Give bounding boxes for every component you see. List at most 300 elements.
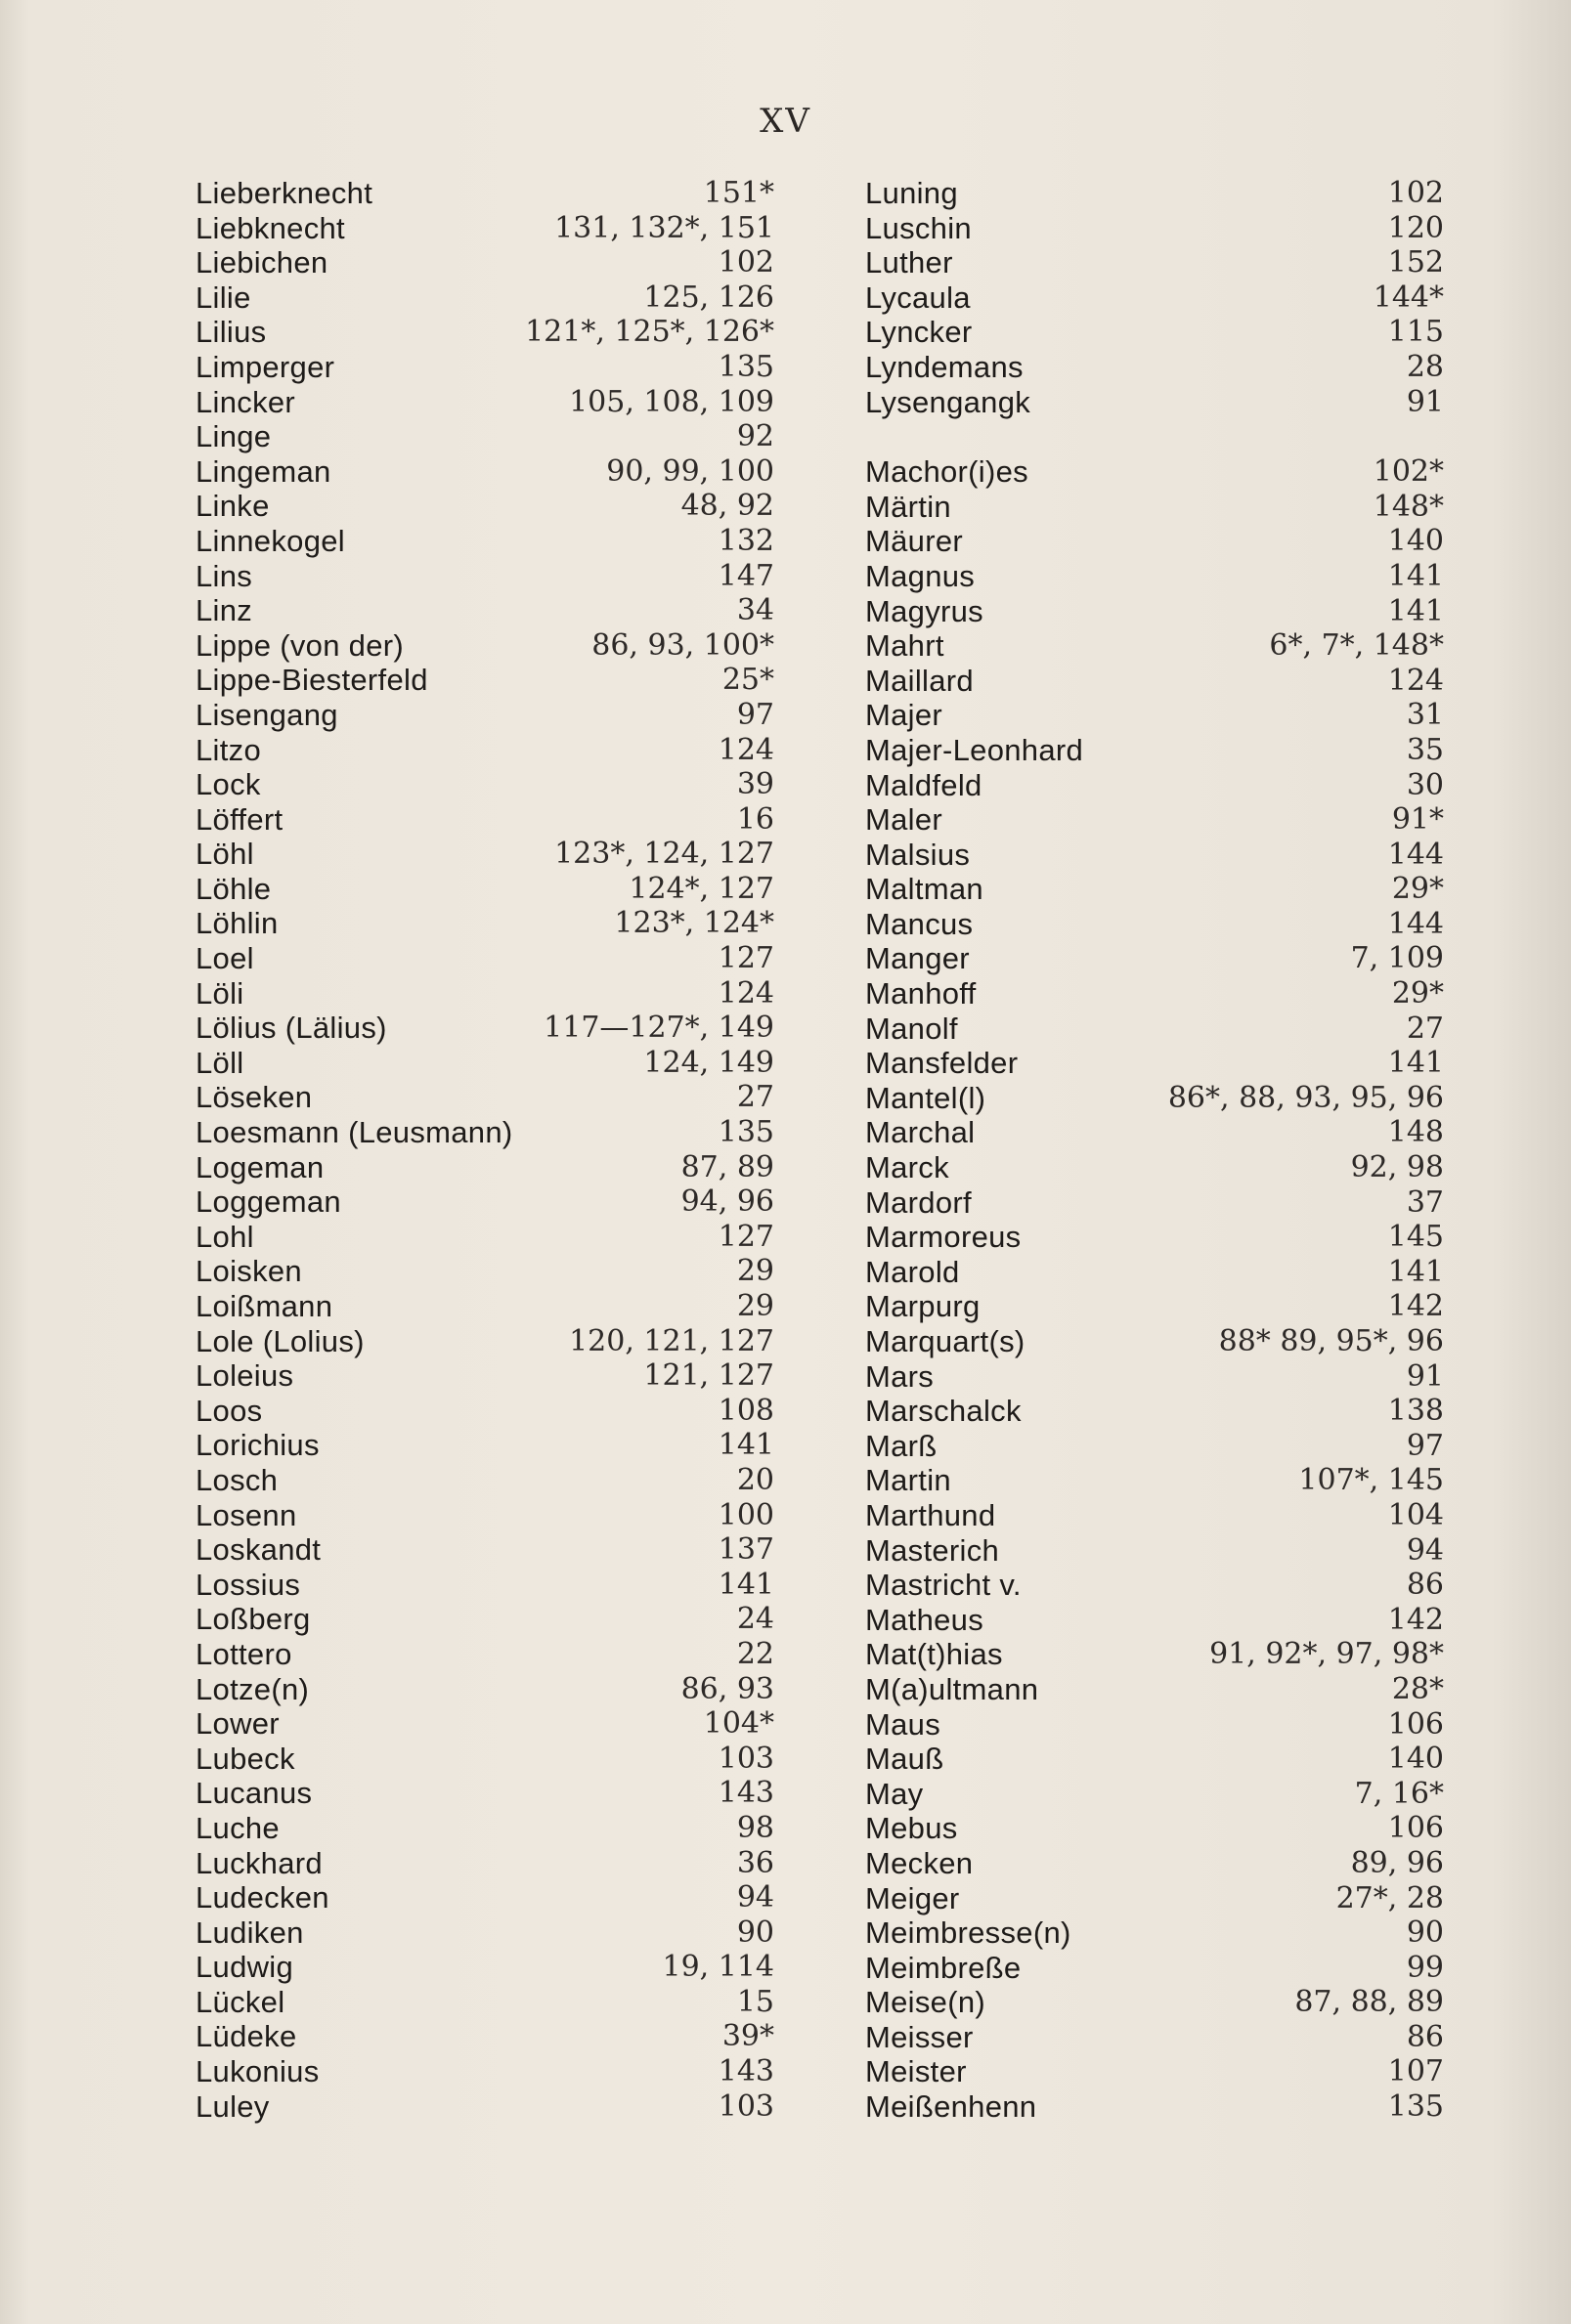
index-entry: [865, 594, 1444, 629]
entry-pages: 94, 96: [680, 1184, 774, 1220]
entry-pages: 144*: [1373, 280, 1444, 315]
entry-name: Ludwig: [196, 1950, 294, 1985]
index-entry: [865, 1081, 1444, 1116]
entry-name: Lower: [196, 1706, 280, 1742]
index-entry: [865, 1394, 1444, 1429]
entry-name: Marck: [865, 1150, 949, 1185]
entry-pages: 90: [1406, 1915, 1444, 1951]
entry-name: Lohl: [196, 1219, 254, 1254]
entry-name: Linke: [196, 489, 270, 524]
entry-name: Mahrt: [865, 628, 944, 664]
entry-pages: 91: [1406, 384, 1444, 419]
entry-name: Marquart(s): [865, 1324, 1026, 1358]
index-entry: [196, 1428, 774, 1463]
index-entry: [865, 733, 1444, 768]
entry-pages: 91: [1406, 1358, 1444, 1394]
entry-name: Mastricht v.: [865, 1568, 1022, 1603]
entry-pages: 89, 96: [1350, 1845, 1444, 1880]
entry-pages: 148*: [1373, 489, 1444, 524]
index-entry: [196, 802, 774, 838]
entry-pages: 107*, 145: [1298, 1463, 1444, 1498]
entry-pages: 16: [736, 801, 774, 837]
entry-name: Losch: [196, 1462, 279, 1497]
entry-pages: 132: [718, 523, 774, 558]
entry-name: Magyrus: [865, 593, 983, 628]
entry-name: Loel: [196, 941, 254, 976]
entry-name: Lorichius: [196, 1428, 320, 1463]
entry-name: Lysengangk: [865, 384, 1031, 419]
entry-pages: 106: [1387, 1706, 1444, 1742]
entry-name: Loskandt: [196, 1532, 322, 1568]
index-entry: [865, 1985, 1444, 2020]
entry-name: Löhl: [196, 837, 254, 872]
index-entry: [196, 1080, 774, 1115]
entry-pages: 28: [1406, 349, 1444, 384]
index-entry: [196, 2019, 774, 2054]
entry-pages: 151*: [703, 176, 774, 210]
index-entry: [865, 524, 1444, 559]
entry-pages: 105, 108, 109: [569, 384, 774, 419]
index-entry: [196, 176, 774, 211]
entry-name: Matheus: [865, 1602, 983, 1637]
index-entry: [865, 454, 1444, 490]
entry-pages: 100: [718, 1497, 774, 1532]
entry-name: Meister: [865, 2054, 967, 2089]
index-entry: [865, 872, 1444, 907]
entry-pages: 140: [1387, 1742, 1444, 1777]
entry-pages: 48, 92: [680, 489, 774, 524]
entry-name: Lotze(n): [196, 1671, 310, 1706]
entry-name: Masterich: [865, 1532, 1000, 1568]
entry-pages: 88* 89, 95*, 96: [1218, 1324, 1444, 1358]
index-entry: [196, 1568, 774, 1603]
entry-name: Luther: [865, 245, 953, 280]
index-entry: [865, 1846, 1444, 1881]
entry-pages: 141: [718, 1428, 774, 1463]
entry-pages: 102: [1387, 176, 1444, 210]
index-entry: [196, 245, 774, 280]
entry-name: May: [865, 1776, 924, 1811]
index-entry: [865, 1185, 1444, 1221]
entry-pages: 144: [1387, 837, 1444, 872]
index-entry: [196, 1637, 774, 1672]
entry-pages: 99: [1406, 1950, 1444, 1985]
entry-pages: 29: [736, 1254, 774, 1289]
entry-pages: 24: [736, 1602, 774, 1637]
index-entry: [865, 1463, 1444, 1498]
index-entry: [196, 1463, 774, 1498]
entry-pages: 36: [736, 1845, 774, 1880]
entry-name: Luschin: [865, 210, 972, 245]
index-entry: [865, 1220, 1444, 1255]
entry-name: Maler: [865, 802, 943, 838]
index-entry: [196, 628, 774, 664]
entry-name: Marchal: [865, 1115, 976, 1150]
index-entry: [865, 941, 1444, 976]
entry-pages: 141: [718, 1567, 774, 1602]
index-entry: [865, 1777, 1444, 1812]
entry-name: Luckhard: [196, 1845, 323, 1880]
entry-pages: 120, 121, 127: [569, 1323, 774, 1358]
entry-name: Loleius: [196, 1358, 294, 1394]
entry-pages: 86*, 88, 93, 95, 96: [1167, 1080, 1444, 1115]
index-entry: [865, 2020, 1444, 2055]
entry-name: Meißenhenn: [865, 2089, 1037, 2125]
index-entry: [196, 1254, 774, 1289]
entry-pages: 7, 109: [1350, 941, 1444, 976]
entry-name: Loißmann: [196, 1289, 333, 1323]
entry-pages: 102*: [1373, 454, 1444, 490]
index-entry: [196, 1150, 774, 1185]
entry-pages: 87, 88, 89: [1294, 1985, 1444, 2020]
index-entry: [196, 385, 774, 420]
index-entry: [865, 1115, 1444, 1150]
entry-pages: 142: [1387, 1289, 1444, 1324]
entry-pages: 7, 16*: [1354, 1776, 1444, 1811]
index-entry: [196, 1602, 774, 1637]
entry-name: Loesmann (Leusmann): [196, 1115, 513, 1150]
entry-name: Machor(i)es: [865, 454, 1028, 490]
entry-name: Losenn: [196, 1497, 297, 1532]
entry-name: Meiger: [865, 1880, 960, 1915]
entry-pages: 91, 92*, 97, 98*: [1209, 1637, 1444, 1672]
entry-name: Lüdeke: [196, 2019, 297, 2054]
entry-pages: 20: [736, 1462, 774, 1497]
entry-name: Luley: [196, 2088, 270, 2124]
entry-pages: 107: [1387, 2054, 1444, 2089]
index-entry: [196, 1672, 774, 1707]
entry-pages: 86, 93: [680, 1671, 774, 1706]
index-entry: [865, 2054, 1444, 2089]
entry-pages: 90, 99, 100: [606, 453, 774, 489]
entry-pages: 124: [718, 975, 774, 1011]
entry-pages: 39: [736, 767, 774, 802]
entry-pages: 29: [736, 1289, 774, 1323]
index-entry: [196, 1115, 774, 1150]
entry-name: Mat(t)hias: [865, 1637, 1003, 1672]
entry-pages: 121, 127: [643, 1358, 774, 1394]
index-entry: [196, 1184, 774, 1220]
entry-name: Löseken: [196, 1080, 313, 1115]
entry-name: Löli: [196, 975, 244, 1011]
entry-name: Lückel: [196, 1984, 285, 2019]
entry-name: Liebichen: [196, 245, 328, 280]
index-entry: [865, 1881, 1444, 1916]
entry-pages: 27: [1406, 1011, 1444, 1046]
entry-name: Marß: [865, 1428, 938, 1463]
entry-pages: 127: [718, 1219, 774, 1254]
entry-name: Mars: [865, 1358, 935, 1394]
entry-pages: 148: [1387, 1115, 1444, 1150]
entry-pages: 98: [736, 1810, 774, 1845]
entry-name: Lippe-Biesterfeld: [196, 663, 428, 698]
entry-name: Meimbresse(n): [865, 1915, 1071, 1951]
entry-name: Lisengang: [196, 697, 338, 732]
index-entry: [865, 1568, 1444, 1603]
entry-name: Mansfelder: [865, 1046, 1019, 1081]
entry-name: Lossius: [196, 1567, 301, 1602]
index-entry: [865, 1603, 1444, 1638]
index-entry: [196, 1358, 774, 1394]
entry-name: Löffert: [196, 801, 284, 837]
entry-pages: 120: [1387, 210, 1444, 245]
entry-name: Mebus: [865, 1811, 958, 1846]
index-entry: [196, 663, 774, 698]
entry-name: Loßberg: [196, 1602, 311, 1637]
entry-name: Linge: [196, 419, 272, 454]
entry-name: Meisser: [865, 2019, 974, 2054]
index-entry: [196, 2089, 774, 2125]
entry-pages: 131, 132*, 151: [554, 210, 774, 245]
index-entry: [865, 1533, 1444, 1569]
index-entry: [196, 976, 774, 1011]
entry-name: Martin: [865, 1463, 951, 1498]
entry-name: Lippe (von der): [196, 627, 405, 663]
entry-name: Löhlin: [196, 906, 279, 941]
index-entry: [865, 211, 1444, 246]
index-entry: [196, 1776, 774, 1811]
entry-pages: 28*: [1391, 1671, 1444, 1706]
index-entry: [865, 1637, 1444, 1672]
entry-pages: 30: [1406, 767, 1444, 802]
index-entry: [196, 1880, 774, 1915]
entry-pages: 143: [718, 1776, 774, 1811]
index-entry: [865, 1429, 1444, 1464]
entry-pages: 124: [718, 732, 774, 767]
entry-pages: 104*: [703, 1706, 774, 1742]
index-entry: [196, 419, 774, 454]
entry-pages: 135: [718, 1115, 774, 1150]
entry-name: Limperger: [196, 349, 335, 384]
entry-pages: 141: [1387, 1046, 1444, 1081]
entry-pages: 121*, 125*, 126*: [525, 315, 774, 350]
index-entry: [865, 490, 1444, 525]
entry-pages: 86, 93, 100*: [591, 627, 774, 663]
entry-name: Maltman: [865, 872, 983, 907]
index-column-right: [865, 176, 1444, 2125]
index-entry: [196, 1950, 774, 1985]
index-entry: [865, 907, 1444, 942]
index-entry: [196, 280, 774, 316]
index-entry: [196, 1915, 774, 1951]
entry-name: Lock: [196, 767, 261, 802]
entry-name: Maillard: [865, 663, 974, 698]
index-entry: [196, 1811, 774, 1846]
entry-pages: 91*: [1391, 802, 1444, 838]
index-entry: [196, 906, 774, 941]
index-entry: [865, 628, 1444, 664]
index-entry: [865, 245, 1444, 280]
entry-name: Lieberknecht: [196, 176, 373, 210]
entry-pages: 141: [1387, 1254, 1444, 1289]
entry-name: Mauß: [865, 1742, 944, 1777]
entry-name: Lins: [196, 558, 253, 593]
entry-pages: 94: [1406, 1532, 1444, 1568]
index-entry: [196, 1324, 774, 1359]
entry-pages: 92: [736, 419, 774, 454]
index-entry: [865, 1324, 1444, 1359]
entry-pages: 87, 89: [680, 1149, 774, 1184]
entry-pages: 27*, 28: [1335, 1880, 1444, 1915]
entry-pages: 135: [1387, 2089, 1444, 2125]
entry-name: Lilie: [196, 280, 251, 315]
entry-name: Lole (Lolius): [196, 1323, 365, 1358]
entry-pages: 115: [1387, 315, 1444, 350]
entry-name: Majer-Leonhard: [865, 732, 1084, 767]
entry-name: Lubeck: [196, 1741, 295, 1776]
entry-pages: 92, 98: [1350, 1150, 1444, 1185]
entry-pages: 90: [736, 1915, 774, 1950]
entry-pages: 37: [1406, 1184, 1444, 1220]
entry-name: Marpurg: [865, 1289, 981, 1324]
index-entry: [865, 664, 1444, 699]
entry-name: Meimbreße: [865, 1950, 1022, 1985]
index-entry: [196, 593, 774, 628]
entry-name: Lincker: [196, 384, 296, 419]
index-entry: [196, 1985, 774, 2020]
entry-pages: 22: [736, 1636, 774, 1671]
entry-name: Malsius: [865, 837, 971, 872]
entry-name: Lölius (Lälius): [196, 1011, 387, 1046]
index-entry: [196, 2054, 774, 2089]
index-column-left: [196, 176, 774, 2124]
page-number: XV: [760, 102, 811, 141]
section-gap: [865, 419, 1444, 454]
entry-pages: 124: [1387, 663, 1444, 698]
index-entry: [865, 1011, 1444, 1047]
index-entry: [865, 802, 1444, 838]
index-entry: [865, 1707, 1444, 1743]
entry-pages: 97: [736, 697, 774, 732]
entry-pages: 125, 126: [643, 280, 774, 315]
entry-pages: 94: [736, 1880, 774, 1915]
index-entry: [196, 315, 774, 350]
index-entry: [865, 1951, 1444, 1986]
entry-name: Löhle: [196, 871, 272, 906]
entry-name: Lycaula: [865, 280, 971, 315]
entry-pages: 15: [736, 1984, 774, 2019]
entry-name: Lucanus: [196, 1776, 313, 1811]
index-entry: [865, 315, 1444, 350]
entry-pages: 135: [718, 349, 774, 384]
entry-name: Lottero: [196, 1636, 292, 1671]
index-entry: [196, 1532, 774, 1568]
index-entry: [196, 211, 774, 246]
index-entry: [865, 1742, 1444, 1777]
entry-pages: 97: [1406, 1428, 1444, 1463]
entry-name: Mancus: [865, 906, 974, 941]
entry-pages: 141: [1387, 558, 1444, 593]
index-entry: [865, 1498, 1444, 1533]
index-entry: [196, 454, 774, 490]
entry-pages: 127: [718, 941, 774, 976]
index-entry: [196, 733, 774, 768]
entry-name: Magnus: [865, 558, 976, 593]
entry-name: Maus: [865, 1706, 941, 1742]
entry-name: Logeman: [196, 1149, 325, 1184]
entry-pages: 145: [1387, 1220, 1444, 1255]
entry-name: Litzo: [196, 732, 261, 767]
entry-name: Loisken: [196, 1254, 302, 1289]
index-entry: [865, 838, 1444, 873]
index-entry: [196, 872, 774, 907]
index-entry: [196, 767, 774, 802]
entry-name: Luning: [865, 176, 958, 210]
entry-name: Manger: [865, 941, 970, 976]
index-entry: [196, 1220, 774, 1255]
entry-pages: 31: [1406, 698, 1444, 733]
index-entry: [865, 1150, 1444, 1185]
entry-pages: 124, 149: [643, 1045, 774, 1080]
entry-pages: 19, 114: [662, 1950, 774, 1985]
entry-pages: 143: [718, 2054, 774, 2089]
index-entry: [196, 489, 774, 524]
index-entry: [865, 1915, 1444, 1951]
entry-pages: 117—127*, 149: [544, 1011, 774, 1046]
entry-pages: 29*: [1391, 976, 1444, 1011]
index-entry: [865, 280, 1444, 316]
entry-pages: 141: [1387, 593, 1444, 628]
entry-name: Liebknecht: [196, 210, 345, 245]
entry-name: Marold: [865, 1254, 960, 1289]
entry-pages: 103: [718, 1741, 774, 1776]
index-entry: [865, 385, 1444, 420]
index-entry: [865, 1046, 1444, 1081]
entry-pages: 108: [718, 1393, 774, 1428]
entry-pages: 34: [736, 593, 774, 628]
index-entry: [196, 350, 774, 385]
entry-pages: 102: [718, 245, 774, 280]
index-entry: [196, 1742, 774, 1777]
index-entry: [865, 2089, 1444, 2125]
entry-pages: 103: [718, 2088, 774, 2124]
entry-pages: 137: [718, 1532, 774, 1568]
entry-pages: 35: [1406, 732, 1444, 767]
entry-name: Marthund: [865, 1497, 996, 1532]
entry-pages: 152: [1387, 245, 1444, 280]
index-entry: [196, 559, 774, 594]
entry-name: Linnekogel: [196, 523, 345, 558]
index-entry: [865, 350, 1444, 385]
index-entry: [865, 976, 1444, 1011]
index-entry: [196, 1289, 774, 1324]
index-entry: [196, 837, 774, 872]
entry-pages: 27: [736, 1080, 774, 1115]
index-entry: [865, 1811, 1444, 1846]
entry-name: Loggeman: [196, 1184, 341, 1220]
entry-name: Ludecken: [196, 1880, 329, 1915]
entry-name: M(a)ultmann: [865, 1671, 1039, 1706]
index-entry: [196, 1394, 774, 1429]
entry-name: Meise(n): [865, 1985, 985, 2020]
index-entry: [196, 1498, 774, 1533]
index-entry: [865, 698, 1444, 733]
entry-pages: 144: [1387, 906, 1444, 941]
entry-pages: 86: [1406, 2019, 1444, 2054]
index-entry: [196, 698, 774, 733]
entry-name: Maldfeld: [865, 767, 982, 802]
entry-name: Linz: [196, 593, 253, 628]
entry-name: Manolf: [865, 1011, 958, 1046]
entry-pages: 147: [718, 558, 774, 593]
entry-name: Luche: [196, 1810, 280, 1845]
index-entry: [865, 559, 1444, 594]
entry-pages: 25*: [721, 663, 774, 698]
entry-pages: 86: [1406, 1568, 1444, 1603]
index-entry: [196, 1046, 774, 1081]
entry-pages: 106: [1387, 1811, 1444, 1846]
index-entry: [196, 1846, 774, 1881]
